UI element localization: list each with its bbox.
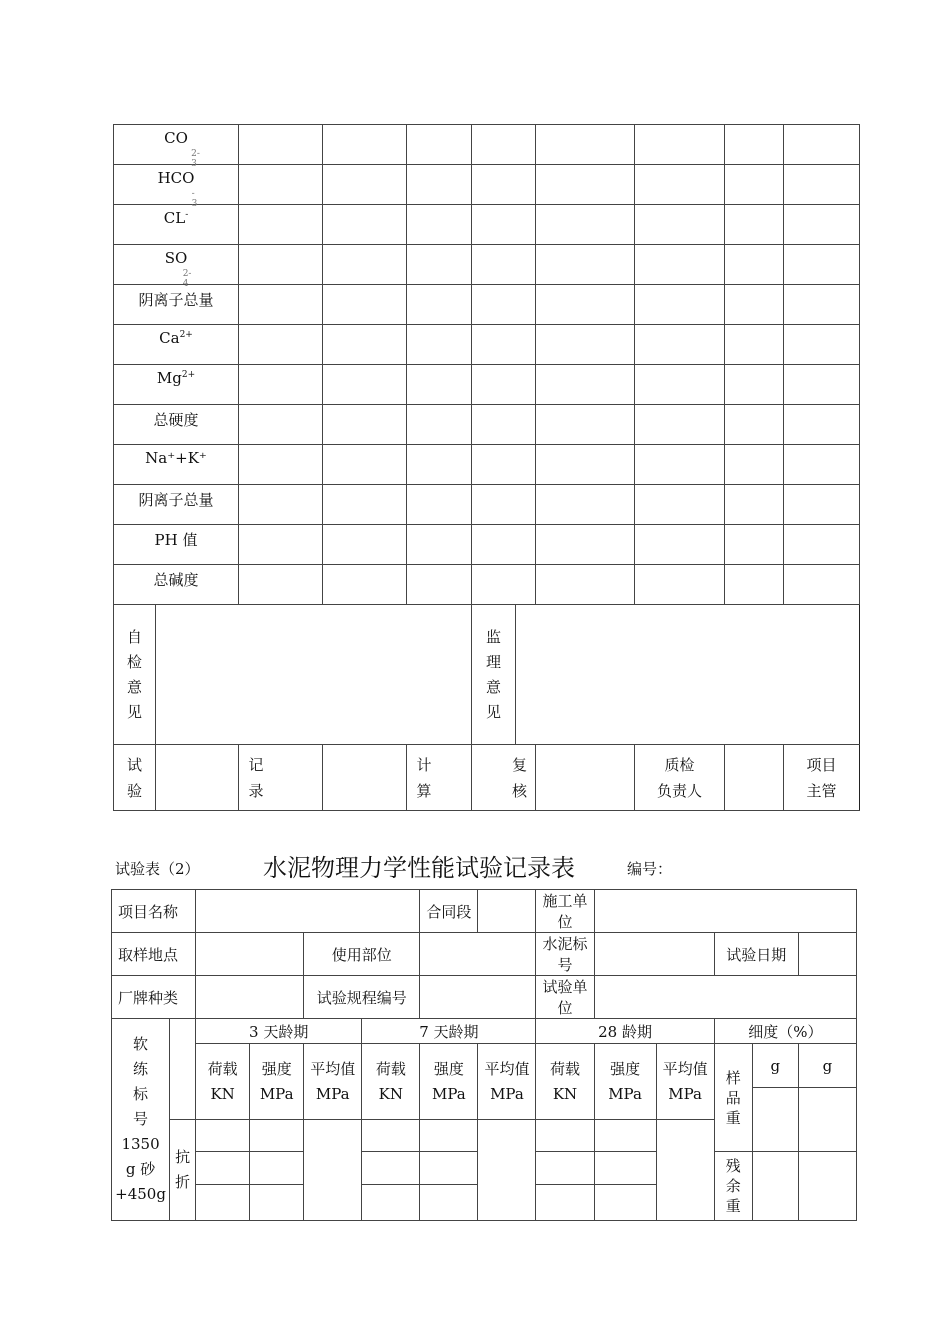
row-cl [114,205,860,245]
cell[interactable] [323,205,407,245]
water-analysis-table [113,124,860,811]
cell[interactable] [239,165,323,205]
cell[interactable] [407,125,472,165]
row-co3 [114,125,860,165]
residue-weight-field-1[interactable] [752,1152,798,1221]
age-3-day: 3 天龄期 [196,1019,362,1044]
brand-type-label: 厂牌种类 [112,976,196,1019]
cell[interactable] [725,445,784,485]
cell[interactable] [784,525,860,565]
project-name-label: 项目名称 [112,890,196,933]
average-28: 平均值 MPa [656,1044,714,1120]
cell[interactable] [635,445,725,485]
sig-review-field[interactable] [536,745,635,811]
row-mg [114,365,860,405]
label-hco3: HCO - 3 [114,165,239,205]
sig-qc-field[interactable] [725,745,784,811]
cell[interactable] [323,365,407,405]
residue-weight-field-2[interactable] [798,1152,856,1221]
cell[interactable] [536,205,635,245]
unit-g-1: g [752,1044,798,1088]
sig-test-field[interactable] [156,745,239,811]
cell[interactable] [420,1120,478,1152]
cell[interactable] [784,445,860,485]
test-unit-field[interactable] [594,976,856,1019]
contract-section-field[interactable] [478,890,536,933]
label-anion-total: 阴离子总量 [114,285,239,325]
cement-grade-field[interactable] [594,933,714,976]
cell[interactable] [362,1120,420,1152]
cell[interactable] [635,285,725,325]
cell[interactable] [420,1185,478,1221]
cell[interactable] [536,165,635,205]
cell[interactable] [784,125,860,165]
sample-weight-field-1[interactable] [752,1088,798,1152]
row-so4 [114,245,860,285]
soft-standard-label: 软 练 标 号 1350 g 砂 +450g [112,1019,170,1221]
cell[interactable] [472,285,536,325]
cell[interactable] [323,485,407,525]
cell[interactable] [635,525,725,565]
cell[interactable] [536,1152,594,1185]
cell[interactable] [725,125,784,165]
cell[interactable] [323,165,407,205]
load-7: 荷载 KN [362,1044,420,1120]
cell[interactable] [784,285,860,325]
cell[interactable] [239,325,323,365]
cell[interactable] [784,405,860,445]
cell[interactable] [239,125,323,165]
average-7: 平均值 MPa [478,1044,536,1120]
cell[interactable] [362,1185,420,1221]
construction-unit-label: 施工单位 [536,890,594,933]
cell[interactable] [725,325,784,365]
cell[interactable] [784,325,860,365]
cell[interactable] [536,365,635,405]
cell[interactable] [594,1120,656,1152]
cell[interactable] [725,405,784,445]
cell[interactable] [420,1152,478,1185]
age-28-day: 28 龄期 [536,1019,714,1044]
sample-weight-field-2[interactable] [798,1088,856,1152]
page-title: 水泥物理力学性能试验记录表 [263,854,575,882]
sig-calc-label: 计 算 [407,745,472,811]
label-na-k: Na⁺+K⁺ [114,445,239,485]
cell[interactable] [725,565,784,605]
cell[interactable] [725,485,784,525]
label-so4: SO 2- 4 [114,245,239,285]
cell[interactable] [725,165,784,205]
cell[interactable] [594,1152,656,1185]
cell[interactable] [635,165,725,205]
record2-header [113,842,859,882]
label-alkalinity: 总碱度 [114,565,239,605]
cell[interactable] [536,125,635,165]
cell[interactable] [323,325,407,365]
cell[interactable] [239,525,323,565]
cell[interactable] [239,445,323,485]
blank-cell [170,1019,196,1120]
use-location-label: 使用部位 [304,933,420,976]
cell[interactable] [536,565,635,605]
cell[interactable] [635,125,725,165]
cell[interactable] [784,365,860,405]
age-header-row [112,1019,857,1044]
test-date-label: 试验日期 [714,933,798,976]
metric-header-row [112,1044,857,1088]
cell[interactable] [784,165,860,205]
cell[interactable] [407,285,472,325]
cell[interactable] [472,245,536,285]
row-ph [114,525,860,565]
cell[interactable] [196,1152,250,1185]
cell[interactable] [472,365,536,405]
residue-weight-label: 残 余 重 [714,1152,752,1221]
supervision-label: 监 理 意 见 [472,605,516,745]
cell[interactable] [407,445,472,485]
cell[interactable] [362,1152,420,1185]
load-28: 荷载 KN [536,1044,594,1120]
cell[interactable] [536,1185,594,1221]
code-label: 编号： [627,860,673,878]
cell[interactable] [635,325,725,365]
sample-weight-label: 样 品 重 [714,1044,752,1152]
cell[interactable] [594,1185,656,1221]
cell[interactable] [323,285,407,325]
cell[interactable] [472,485,536,525]
load-3: 荷载 KN [196,1044,250,1120]
cell[interactable] [239,245,323,285]
cell[interactable] [250,1185,304,1221]
sampling-site-label: 取样地点 [112,933,196,976]
sampling-site-field[interactable] [196,933,304,976]
cell[interactable] [472,125,536,165]
cell[interactable] [536,285,635,325]
cell[interactable] [725,525,784,565]
cell[interactable] [239,365,323,405]
cement-test-table [111,889,857,1221]
row-hco3 [114,165,860,205]
cell[interactable] [635,245,725,285]
cell[interactable] [784,205,860,245]
cell[interactable] [784,485,860,525]
cell[interactable] [536,325,635,365]
cell[interactable] [250,1120,304,1152]
row-hardness [114,405,860,445]
strength-28: 强度 MPa [594,1044,656,1120]
unit-g-2: g [798,1044,856,1088]
sig-record-field[interactable] [323,745,407,811]
cell[interactable] [635,565,725,605]
use-location-field[interactable] [420,933,536,976]
cell[interactable] [725,285,784,325]
spec-no-label: 试验规程编号 [304,976,420,1019]
self-check-field[interactable] [156,605,472,745]
cell[interactable] [784,565,860,605]
average-3: 平均值 MPa [304,1044,362,1120]
cell[interactable] [407,405,472,445]
cell[interactable] [407,485,472,525]
cell[interactable] [725,245,784,285]
row-alkalinity [114,565,860,605]
sig-pm-label: 项目 主管 [784,745,860,811]
label-ph: PH 值 [114,525,239,565]
cell[interactable] [635,485,725,525]
label-anion-total-2: 阴离子总量 [114,485,239,525]
cell[interactable] [536,1120,594,1152]
cell[interactable] [472,525,536,565]
row-anion-total [114,285,860,325]
sig-record-label: 记 录 [239,745,323,811]
construction-unit-field[interactable] [594,890,856,933]
cell[interactable] [323,445,407,485]
cell[interactable] [196,1185,250,1221]
cell[interactable] [472,325,536,365]
contract-section-label: 合同段 [420,890,478,933]
row-anion-total-2 [114,485,860,525]
cell[interactable] [323,125,407,165]
avg-3-field[interactable] [304,1120,362,1221]
cell[interactable] [407,245,472,285]
label-co3: CO 2- 3 [114,125,239,165]
cell[interactable] [635,405,725,445]
strength-7: 强度 MPa [420,1044,478,1120]
cell[interactable] [635,365,725,405]
cell[interactable] [536,525,635,565]
test-date-field[interactable] [798,933,856,976]
cell[interactable] [323,245,407,285]
cell[interactable] [323,525,407,565]
cell[interactable] [239,285,323,325]
info-row-3 [112,976,857,1019]
label-hardness: 总硬度 [114,405,239,445]
info-row-2 [112,933,857,976]
spec-no-field[interactable] [420,976,536,1019]
cell[interactable] [635,205,725,245]
cell[interactable] [239,485,323,525]
strength-3: 强度 MPa [250,1044,304,1120]
cell[interactable] [407,165,472,205]
cell[interactable] [536,245,635,285]
cell[interactable] [536,485,635,525]
opinion-row [114,605,860,745]
cell[interactable] [407,525,472,565]
cell[interactable] [536,405,635,445]
cell[interactable] [196,1120,250,1152]
cell[interactable] [472,565,536,605]
label-cl: CL- [114,205,239,245]
cell[interactable] [407,205,472,245]
brand-type-field[interactable] [196,976,304,1019]
flexural-label: 抗 折 [170,1120,196,1221]
sig-qc-label: 质检 负责人 [635,745,725,811]
label-ca: $Ca^{2+}$ [114,325,239,365]
test-unit-label: 试验单位 [536,976,594,1019]
cell[interactable] [250,1152,304,1185]
cell[interactable] [536,445,635,485]
cell[interactable] [323,405,407,445]
row-ca [114,325,860,365]
signature-row [114,745,860,811]
label-mg: $Mg^{2+}$ [114,365,239,405]
info-row-1 [112,890,857,933]
cell[interactable] [472,405,536,445]
avg-28-field[interactable] [656,1120,714,1221]
cell[interactable] [239,405,323,445]
cell[interactable] [239,205,323,245]
self-check-label: 自 检 意 见 [114,605,156,745]
fineness-label: 细度（%） [714,1019,856,1044]
avg-7-field[interactable] [478,1120,536,1221]
cell[interactable] [725,365,784,405]
age-7-day: 7 天龄期 [362,1019,536,1044]
cell[interactable] [407,365,472,405]
cell[interactable] [784,245,860,285]
row-na-k [114,445,860,485]
cell[interactable] [725,205,784,245]
supervision-field[interactable] [516,605,860,745]
cell[interactable] [472,445,536,485]
form-number: 试验表（2） [115,860,200,878]
cell[interactable] [323,565,407,605]
sig-test-label: 试 验 [114,745,156,811]
cement-grade-label: 水泥标号 [536,933,594,976]
cell[interactable] [239,565,323,605]
project-name-field[interactable] [196,890,420,933]
cell[interactable] [472,165,536,205]
sig-review-label: 复 核 [472,745,536,811]
cell[interactable] [472,205,536,245]
cell[interactable] [407,325,472,365]
cell[interactable] [407,565,472,605]
